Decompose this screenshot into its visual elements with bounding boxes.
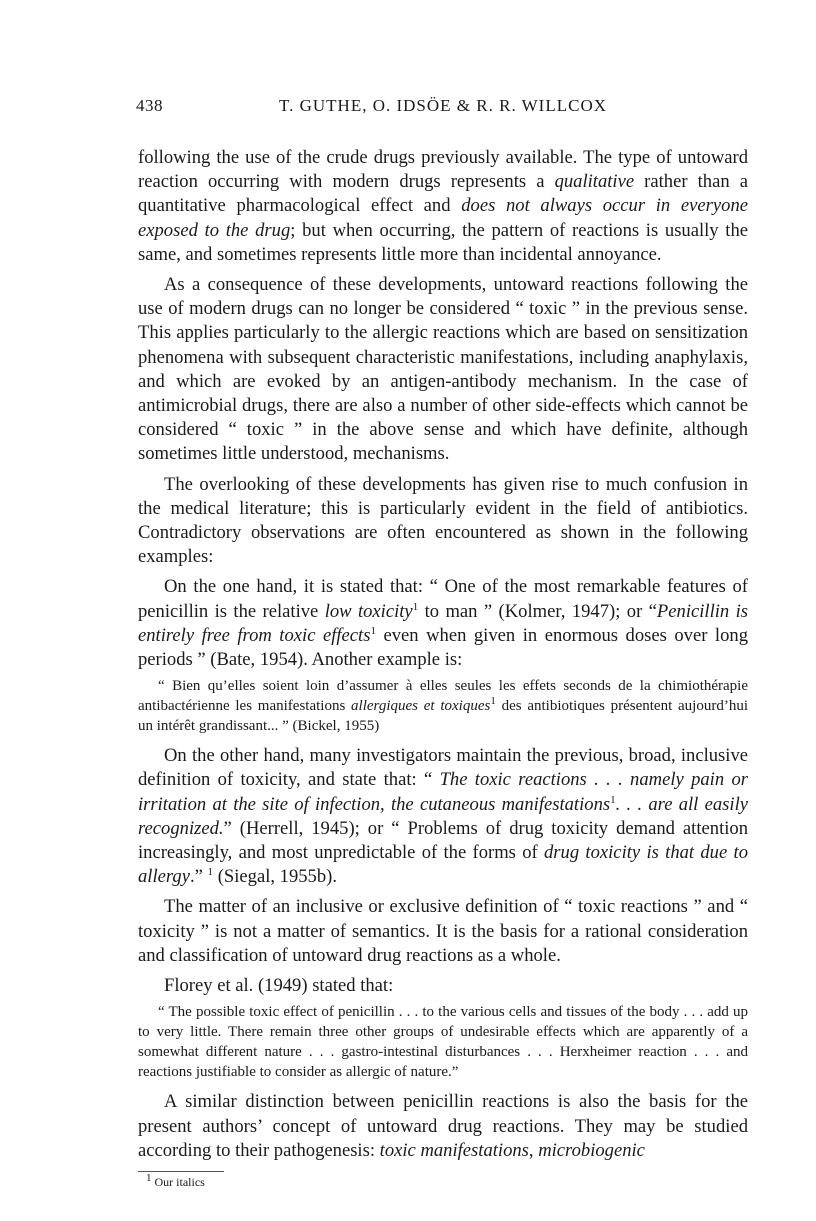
paragraph: Florey et al. (1949) stated that: [164, 975, 394, 997]
footnote-ref: 1 [207, 866, 214, 879]
block-quote: “ Bien qu’elles soient loin d’assumer à elles seules les effets seconds de la chimiothérapie antibactérienne les manifestations allergiques et toxiques$^1$ des antibiotiques présentent aujourd’hui un intérêt grandissant... ” (Bickel, 1955) [138, 678, 748, 735]
article-body [138, 146, 748, 1190]
footnote: $^1$ Our italics [146, 1171, 205, 1189]
page-number: 438 [136, 96, 163, 115]
paragraph: The overlooking of these developments has given rise to much confusion in the medical literature; this is particularly evident in the field of antibiotics. Contradictory observations are often encountered as shown in the following examples: [138, 473, 748, 568]
page [138, 96, 748, 1190]
block-quote: “ The possible toxic effect of penicillin . . . to the various cells and tissues of the body . . . add up to very little. There remain three other groups of undesirable effects which are apparently of a somewhat different nature . . . gastro-intestinal disturbances . . . Herxheimer reaction . . . and reactions justifiable to consider as allergic of nature.” [138, 1004, 748, 1081]
paragraph: following the use of the crude drugs previously available. The type of untoward reaction occurring with modern drugs represents a qualitative rather than a quantitative pharmacological effect and does not always occur in everyone exposed to the drug; but when occurring, the pattern of reactions is usually the same, and sometimes represents little more than incidental annoyance. [138, 147, 749, 265]
paragraph: A similar distinction between penicillin reactions is also the basis for the present authors’ concept of untoward drug reactions. They may be studied according to their pathogenesis: toxic manifestations, microbiogenic [138, 1091, 748, 1161]
paragraph: On the other hand, many investigators maintain the previous, broad, inclusive definition of toxicity, and state that: “ The toxic reactions . . . namely pain or irritation at the site of infection, the cutaneous manifestations$^1$. . . are all easily recognized.” (Herrell, 1945); or “ Problems of drug toxicity demand attention increasingly, and most unpredictable of the forms of drug toxicity is that due to allergy.” $^1$ (Siegal, 1955b). [138, 745, 748, 888]
footnote-ref: 1 [490, 695, 496, 708]
footnote-ref: 1 [610, 793, 616, 806]
running-head: T. GUTHE, O. IDSÖE & R. R. WILLCOX [278, 96, 607, 115]
footnote-ref: 1 [370, 624, 376, 637]
footnote-ref: 1 [412, 600, 419, 613]
paragraph: The matter of an inclusive or exclusive definition of “ toxic reactions ” and “ toxicity ” is not a matter of semantics. It is the basis for a rational consideration and classification of untoward drug reactions as a whole. [138, 896, 748, 966]
paragraph: On the one hand, it is stated that: “ One of the most remarkable features of penicillin is the relative low toxicity$^1$ to man ” (Kolmer, 1947); or “Penicillin is entirely free from toxic effects$^1$ even when given in enormous doses over long periods ” (Bate, 1954). Another example is: [138, 576, 749, 671]
footnote-marker: 1 [146, 1171, 152, 1184]
page-header [138, 96, 748, 126]
paragraph: As a consequence of these developments, untoward reactions following the use of modern drugs can no longer be considered “ toxic ” in the previous sense. This applies particularly to the allergic reactions which are based on sensitization phenomena with subsequent characteristic manifestations, including anaphylaxis, and which are evoked by an antigen-antibody mechanism. In the case of antimicrobial drugs, there are also a number of other side-effects which cannot be considered “ toxic ” in the above sense and which have definite, although sometimes little understood, mechanisms. [138, 274, 748, 465]
